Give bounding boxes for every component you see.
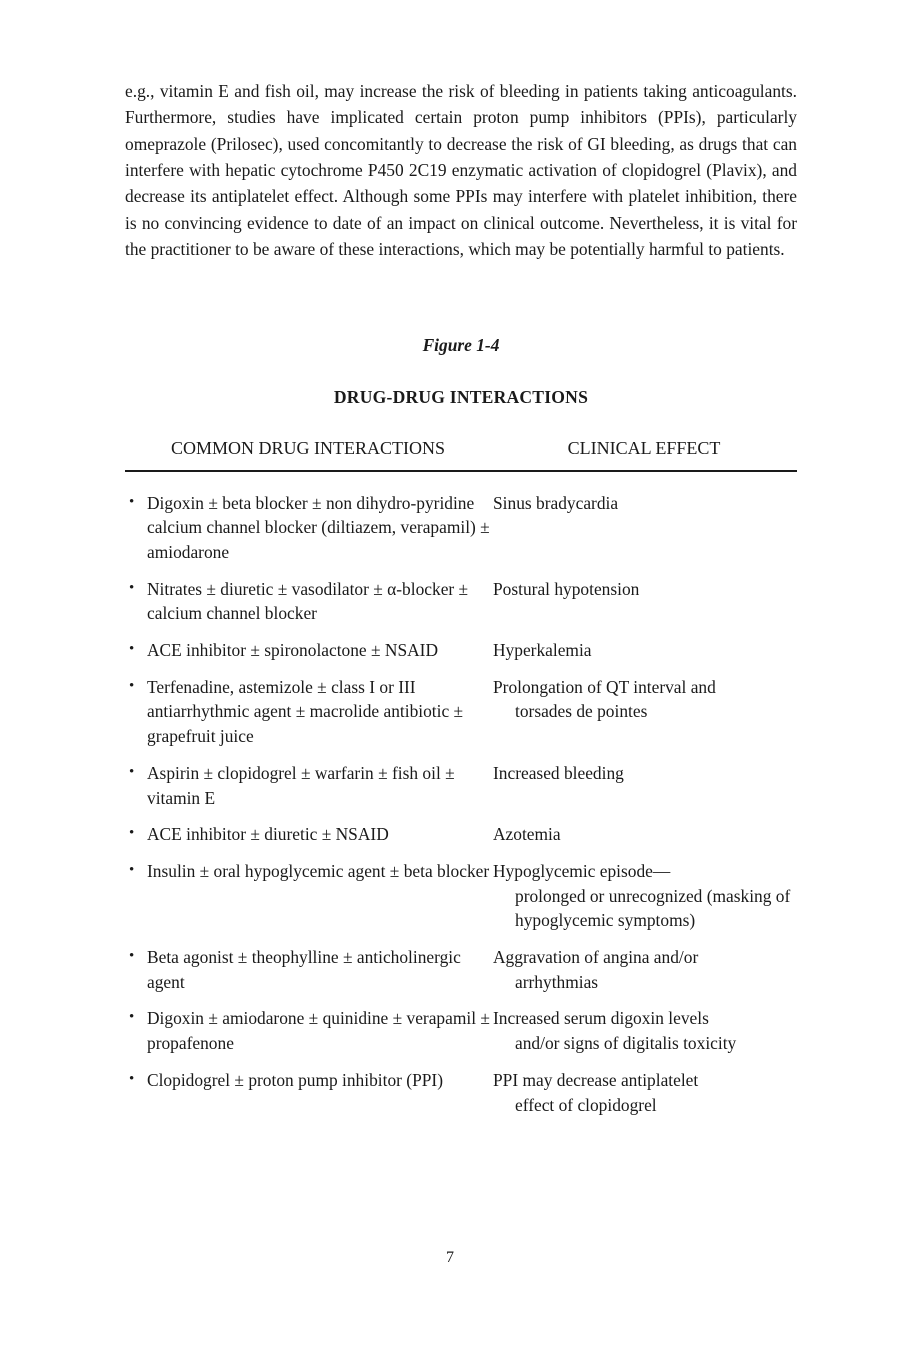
effect-text-cont: and/or signs of digitalis toxicity (515, 1033, 737, 1054)
bullet-icon: • (129, 641, 135, 658)
effect-cell (491, 675, 797, 724)
bullet-icon: • (129, 579, 135, 596)
interaction-cell (125, 1006, 491, 1055)
bullet-icon: • (129, 825, 135, 842)
bullet-icon: • (129, 677, 135, 694)
bullet-icon: • (129, 493, 135, 510)
interaction-cell (125, 675, 491, 749)
effect-text: Hypoglycemic episode— (493, 860, 671, 881)
interaction-text: ACE inhibitor ± spironolactone ± NSAID (147, 640, 439, 661)
effect-text: Azotemia (493, 824, 561, 845)
bullet-icon: • (129, 763, 135, 780)
body-paragraph: e.g., vitamin E and fish oil, may increase the risk of bleeding in patients taking anticoagulants. Furthermore, studies have implicated certain proton pump inhibitors (PPIs), particularly omeprazole (Prilosec), used concomitantly to decrease the risk of GI bleeding, as drugs that can interfere with hepatic cytochrome P450 2C19 enzymatic activation of clopidogrel (Plavix), and decrease its antiplatelet effect. Although some PPIs may interfere with platelet inhibition, there is no convincing evidence to date of an impact on clinical outcome. Nevertheless, it is vital for the practitioner to be aware of these interactions, which may be potentially harmful to patients. (125, 81, 797, 260)
effect-cell (491, 1006, 797, 1055)
interaction-text: Beta agonist ± theophylline ± anticholinergic agent (147, 947, 461, 992)
effect-text: Hyperkalemia (493, 640, 592, 661)
table-row (125, 761, 797, 810)
interaction-cell (125, 491, 491, 565)
effect-cell (491, 945, 797, 994)
table-row (125, 577, 797, 626)
interaction-cell (125, 761, 491, 810)
column-header-interactions: COMMON DRUG INTERACTIONS (170, 437, 445, 458)
effect-text: PPI may decrease antiplatelet (493, 1069, 699, 1090)
table-body (125, 472, 797, 1118)
effect-cell (491, 577, 797, 602)
table-row (125, 491, 797, 565)
table-row (125, 1006, 797, 1055)
interaction-cell (125, 577, 491, 626)
bullet-icon: • (129, 1070, 135, 1087)
interaction-text: Digoxin ± amiodarone ± quinidine ± verapamil ± propafenone (147, 1008, 490, 1054)
interaction-cell (125, 1068, 491, 1093)
effect-cell (491, 859, 797, 933)
table-row (125, 1068, 797, 1117)
page-number: 7 (446, 1249, 454, 1266)
effect-text-cont: arrhythmias (515, 971, 599, 992)
effect-text-cont: prolonged or unrecognized (masking of hypoglycemic symptoms) (515, 885, 791, 931)
effect-text: Postural hypotension (493, 578, 640, 599)
effect-text: Aggravation of angina and/or (493, 947, 699, 968)
figure-label: Figure 1-4 (422, 334, 500, 355)
effect-text: Prolongation of QT interval and (493, 676, 716, 697)
effect-text-cont: effect of clopidogrel (515, 1094, 657, 1115)
effect-text-cont: torsades de pointes (515, 701, 648, 722)
table-row (125, 638, 797, 663)
effect-text: Increased serum digoxin levels (493, 1008, 709, 1029)
interaction-text: Insulin ± oral hypoglycemic agent ± beta blocker (147, 860, 490, 881)
table-header-row (125, 438, 797, 472)
interaction-cell (125, 945, 491, 994)
interaction-text: Aspirin ± clopidogrel ± warfarin ± fish oil ± vitamin E (147, 762, 455, 808)
bullet-icon: • (129, 948, 135, 965)
drug-interactions-table (125, 438, 797, 1118)
table-row (125, 945, 797, 994)
figure-title: DRUG-DRUG INTERACTIONS (333, 386, 589, 407)
effect-cell (491, 761, 797, 786)
effect-text: Sinus bradycardia (493, 492, 619, 513)
table-row (125, 822, 797, 847)
interaction-text: Digoxin ± beta blocker ± non dihydro-pyridine calcium channel blocker (diltiazem, verapamil) ± amiodarone (147, 492, 490, 562)
interaction-text: Nitrates ± diuretic ± vasodilator ± α-blocker ± calcium channel blocker (147, 578, 469, 624)
effect-cell (491, 638, 797, 663)
effect-cell (491, 822, 797, 847)
effect-cell (491, 491, 797, 516)
interaction-text: Terfenadine, astemizole ± class I or III antiarrhythmic agent ± macrolide antibiotic ± grapefruit juice (147, 676, 464, 747)
bullet-icon: • (129, 1009, 135, 1026)
effect-cell (491, 1068, 797, 1117)
interaction-text: ACE inhibitor ± diuretic ± NSAID (147, 824, 389, 845)
column-header-effect: CLINICAL EFFECT (567, 437, 721, 458)
effect-text: Increased bleeding (493, 762, 624, 783)
table-row (125, 859, 797, 933)
interaction-text: Clopidogrel ± proton pump inhibitor (PPI) (147, 1069, 443, 1090)
interaction-cell (125, 859, 491, 884)
bullet-icon: • (129, 861, 135, 878)
interaction-cell (125, 638, 491, 663)
table-row (125, 675, 797, 749)
interaction-cell (125, 822, 491, 847)
